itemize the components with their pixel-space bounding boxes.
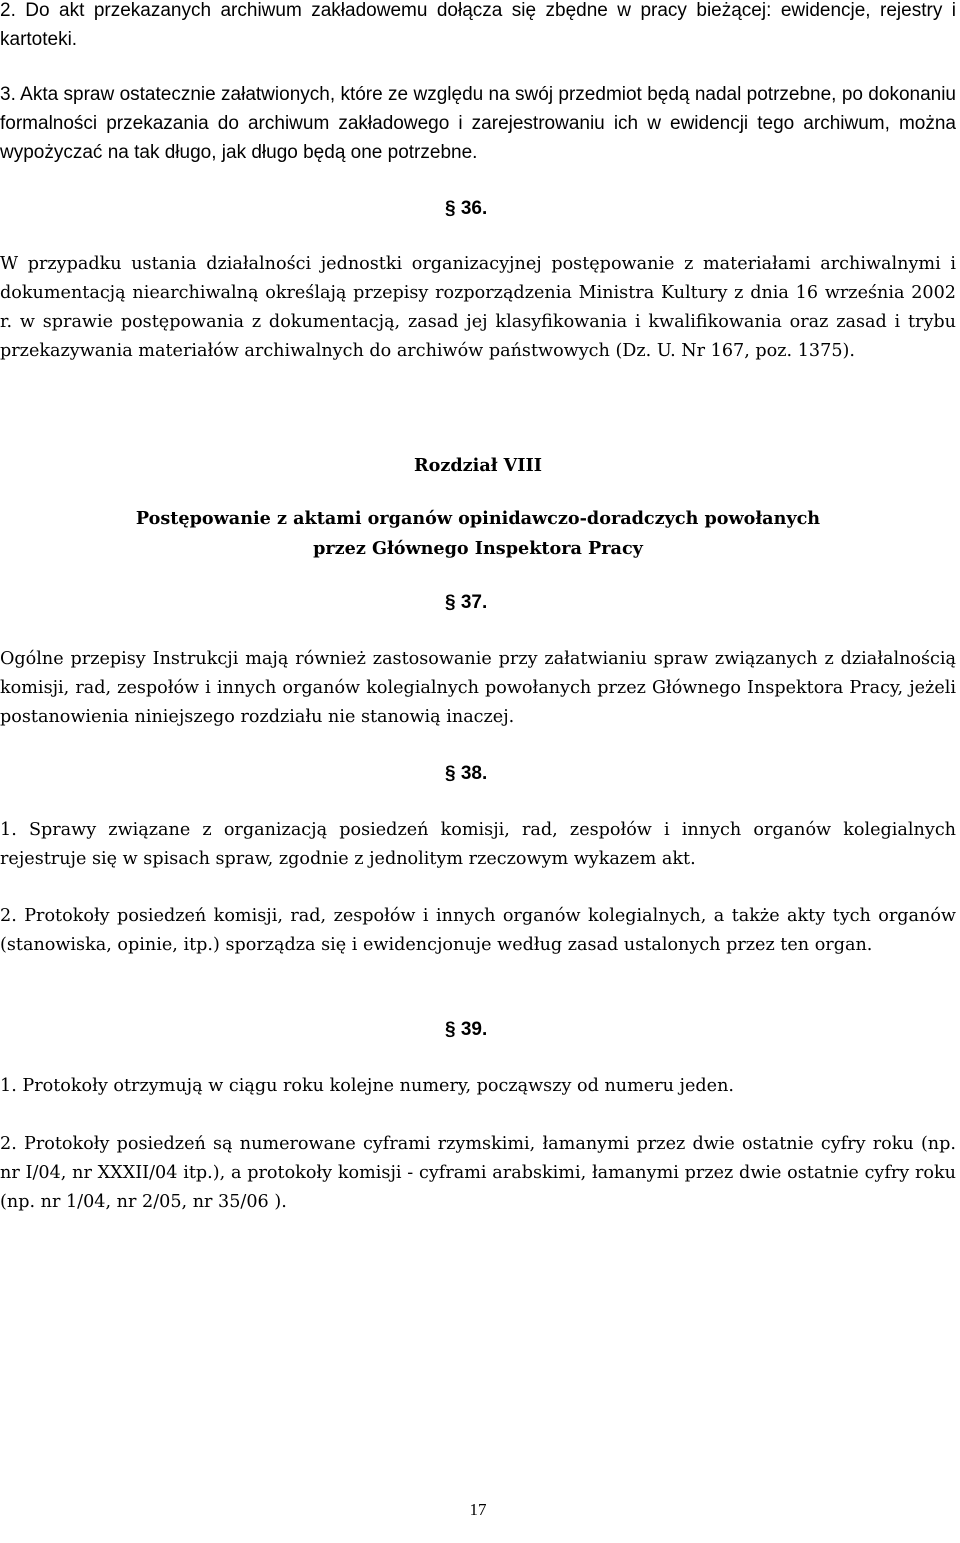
paragraph-38-2: 2. Protokoły posiedzeń komisji, rad, zespołów i innych organów kolegialnych, a także akty tych organów (stanowiska, opinie, itp.) sporządza się i ewidencjonuje według zasad ustalonych przez ten organ. [0, 906, 956, 955]
paragraph-36: W przypadku ustania działalności jednostki organizacyjnej postępowanie z materiałami archiwalnymi i dokumentacją niearchiwalną określają przepisy rozporządzenia Ministra Kultury z dnia 16 września 2002 r. w sprawie postępowania z dokumentacją, zasad jej klasyfikowania i kwalifikowania oraz zasad i trybu przekazywania materiałów archiwalnych do archiwów państwowych (Dz. U. Nr 167, poz. 1375). [0, 254, 956, 361]
paragraph-37: Ogólne przepisy Instrukcji mają również zastosowanie przy załatwianiu spraw związanych z działalnością komisji, rad, zespołów i innych organów kolegialnych powołanych przez Głównego Inspektora Pracy, jeżeli postanowienia niniejszego rozdziału nie stanowią inaczej. [0, 649, 956, 727]
paragraph-35-2: 2. Do akt przekazanych archiwum zakładowemu dołącza się zbędne w pracy bieżącej: ewidencje, rejestry i kartoteki. [0, 0, 956, 50]
chapter-title-line-2: przez Głównego Inspektora Pracy [313, 538, 643, 559]
chapter-number: Rozdział VIII [414, 455, 542, 476]
section-heading-37: § 37. [445, 592, 488, 613]
section-heading-39: § 39. [445, 1019, 488, 1040]
paragraph-35-3: 3. Akta spraw ostatecznie załatwionych, które ze względu na swój przedmiot będą nadal potrzebne, po dokonaniu formalności przekazania do archiwum zakładowego i zarejestrowaniu ich w ewidencji tego archiwum, można wypożyczać na tak długo, jak długo będą one potrzebne. [0, 84, 956, 163]
paragraph-39-1: 1. Protokoły otrzymują w ciągu roku kolejne numery, począwszy od numeru jeden. [0, 1076, 734, 1096]
chapter-title-line-1: Postępowanie z aktami organów opinidawczo-doradczych powołanych [135, 508, 821, 529]
section-heading-38: § 38. [445, 763, 488, 784]
section-heading-36: § 36. [445, 198, 488, 219]
paragraph-39-2: 2. Protokoły posiedzeń są numerowane cyframi rzymskimi, łamanymi przez dwie ostatnie cyfry roku (np. nr I/04, nr XXXII/04 itp.), a protokoły komisji - cyframi arabskimi, łamanymi przez dwie ostatnie cyfry roku (np. nr 1/04, nr 2/05, nr 35/06 ). [0, 1134, 956, 1212]
paragraph-38-1: 1. Sprawy związane z organizacją posiedzeń komisji, rad, zespołów i innych organów kolegialnych rejestruje się w spisach spraw, zgodnie z jednolitym rzeczowym wykazem akt. [0, 820, 956, 869]
page-number: 17 [469, 1500, 487, 1519]
